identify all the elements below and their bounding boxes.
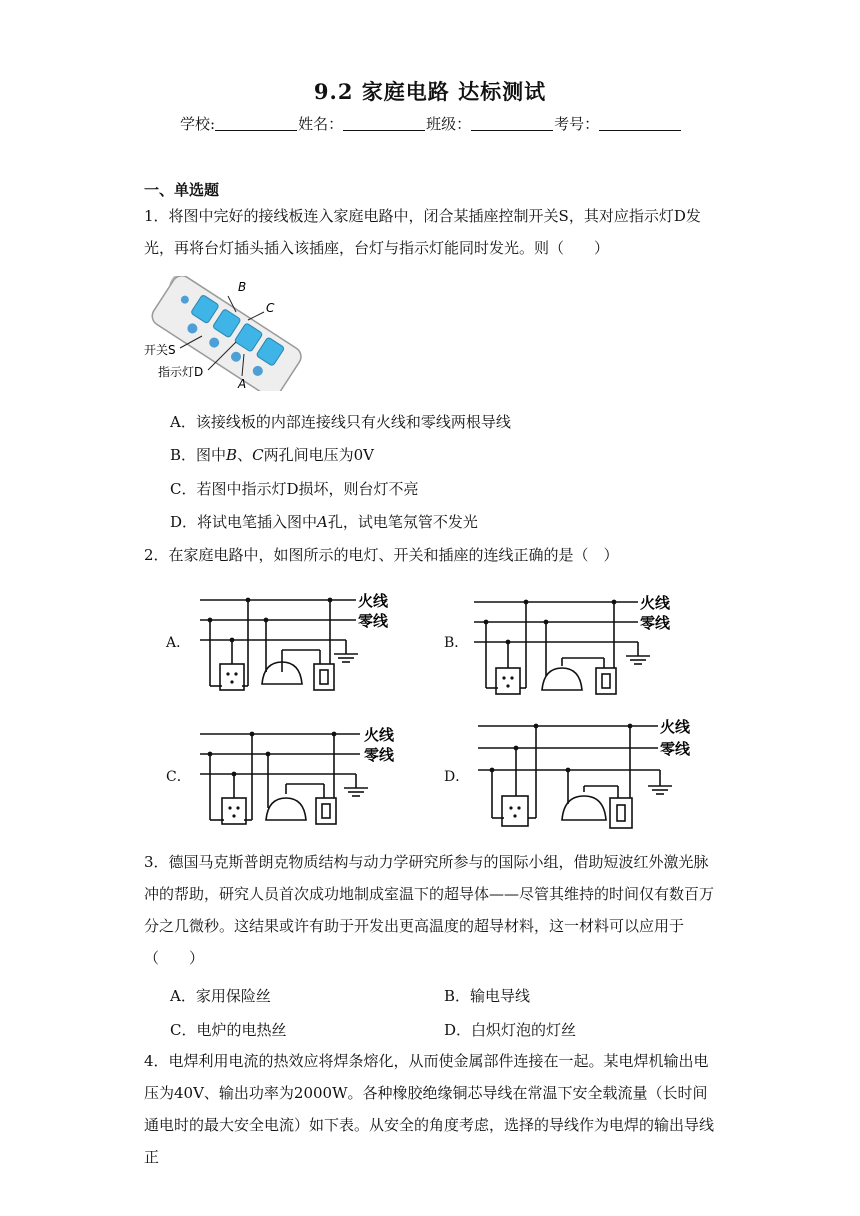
circuit-diagram-b [470, 590, 690, 700]
question-1-option-b[interactable]: B．图中B、C两孔间电压为0V [170, 446, 374, 464]
question-3-option-d[interactable]: D．白炽灯泡的灯丝 [444, 1021, 577, 1039]
question-3-option-c[interactable]: C．电炉的电热丝 [170, 1021, 287, 1039]
power-strip-figure [140, 276, 320, 391]
neutral-wire-label-b: 零线 [640, 614, 671, 632]
question-2-option-b[interactable]: B． [444, 635, 469, 651]
name-label: 姓名： [298, 115, 344, 133]
question-1-option-c[interactable]: C．若图中指示灯D损坏，则台灯不亮 [170, 480, 419, 498]
question-2-option-a[interactable]: A． [166, 635, 191, 651]
label-switch: 开关S [144, 343, 176, 357]
school-label: 学校: [180, 115, 216, 133]
label-b: B [238, 280, 247, 294]
circuit-diagram-c [196, 722, 406, 832]
page-title: 9.2 家庭电路 达标测试 [313, 79, 547, 104]
live-wire-label-b: 火线 [640, 594, 671, 612]
school-blank [215, 116, 297, 131]
question-1-option-d[interactable]: D．将试电笔插入图中A孔，试电笔氖管不发光 [170, 513, 478, 531]
question-2-text: 2．在家庭电路中，如图所示的电灯、开关和插座的连线正确的是（ ） [144, 546, 619, 564]
question-3-option-b[interactable]: B．输电导线 [444, 987, 531, 1005]
circuit-diagram-a [196, 588, 406, 698]
live-wire-label-c: 火线 [364, 726, 395, 744]
neutral-wire-label-c: 零线 [364, 746, 395, 764]
class-label: 班级： [426, 115, 472, 133]
question-4-text: 4．电焊利用电流的热效应将焊条熔化，从而使金属部件连接在一起。某电焊机输出电压为40V、输出功率为2000W。各种橡胶绝缘铜芯导线在常温下安全载流量（长时间通电时的最大安全电流）如下表。从安全的角度考虑，选择的导线作为电焊的输出导线正 [144, 1052, 715, 1166]
live-wire-label-d: 火线 [660, 718, 691, 736]
exam-no-label: 考号： [554, 115, 600, 133]
label-lamp: 指示灯D [158, 365, 204, 379]
live-wire-label-a: 火线 [358, 592, 389, 610]
neutral-wire-label-d: 零线 [660, 740, 691, 758]
question-1-text: 1．将图中完好的接线板连入家庭电路中，闭合某插座控制开关S，其对应指示灯D发光，再将台灯插头插入该插座，台灯与指示灯能同时发光。则（ ） [144, 207, 701, 257]
section-title: 一、单选题 [144, 181, 220, 199]
class-blank [471, 116, 553, 131]
question-1-option-a[interactable]: A．该接线板的内部连接线只有火线和零线两根导线 [170, 413, 511, 431]
circuit-diagram-d [474, 714, 704, 834]
label-c: C [266, 301, 275, 315]
name-blank [343, 116, 425, 131]
exam-no-blank [599, 116, 681, 131]
question-2-option-d[interactable]: D． [444, 769, 470, 785]
question-3-option-a[interactable]: A．家用保险丝 [170, 987, 271, 1005]
neutral-wire-label-a: 零线 [358, 612, 389, 630]
question-3-text: 3．德国马克斯普朗克物质结构与动力学研究所参与的国际小组，借助短波红外激光脉冲的帮助，研究人员首次成功地制成室温下的超导体——尽管其维持的时间仅有数百万分之几微秒。这结果或许有助于开发出更高温度的超导材料，这一材料可以应用于（ ） [144, 853, 715, 967]
label-a: A [238, 377, 247, 391]
student-info-line [180, 113, 682, 134]
question-2-option-c[interactable]: C． [166, 769, 191, 785]
